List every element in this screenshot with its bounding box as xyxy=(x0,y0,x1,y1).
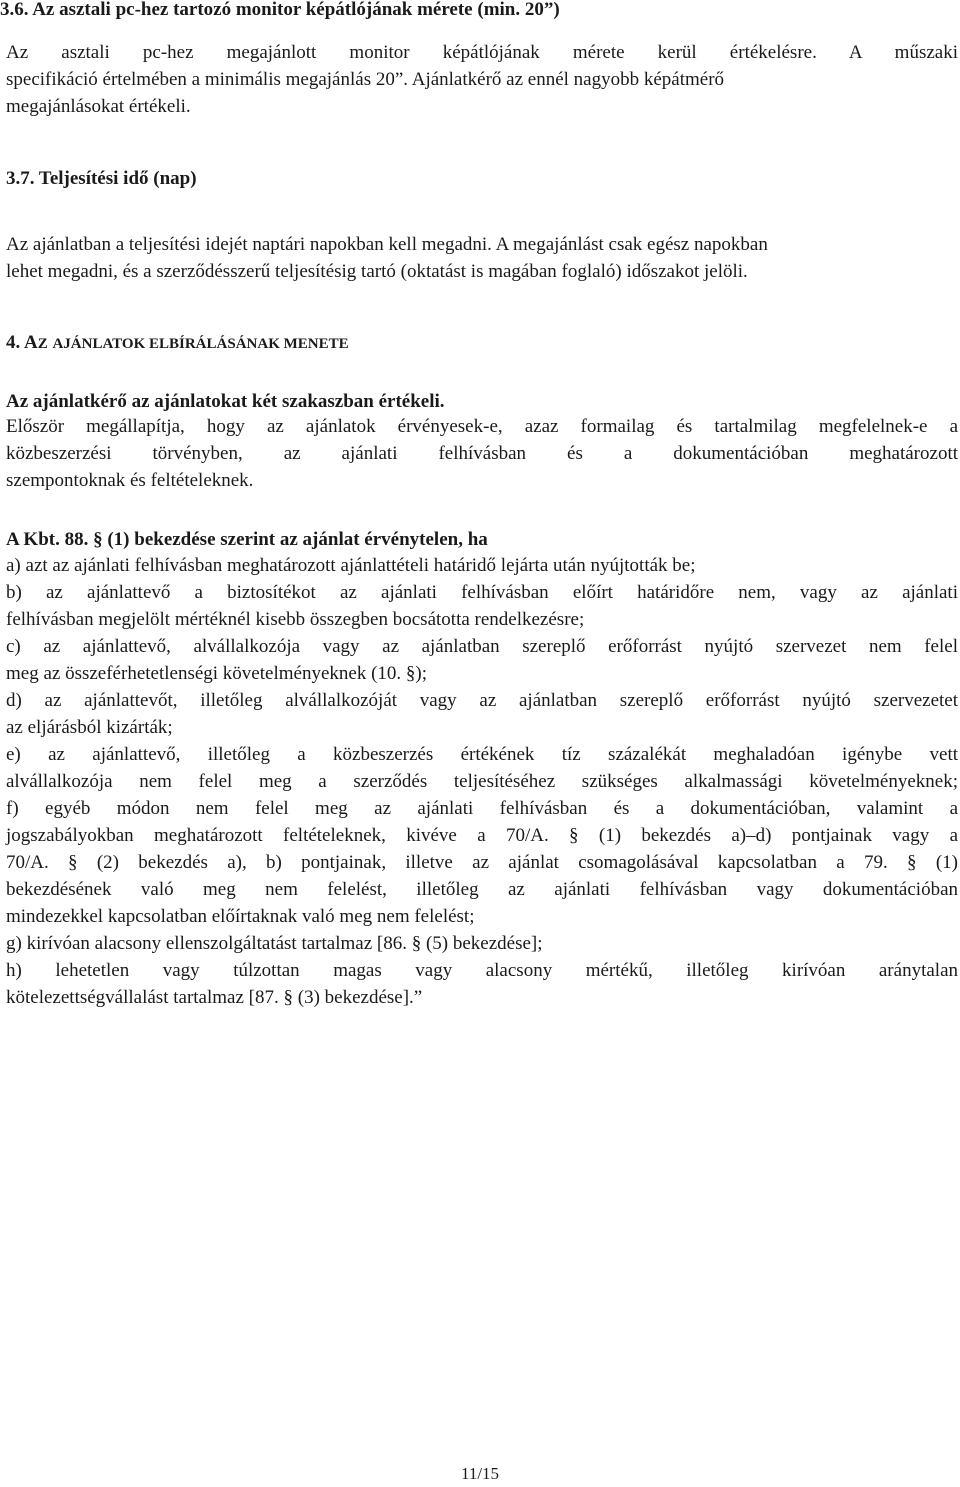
paragraph-line: Az asztali pc-hez megajánlott monitor képátlójának mérete kerül értékelésre. A műszaki xyxy=(6,42,958,63)
list-item-line: b) az ajánlattevő a biztosítékot az ajánlati felhívásban előírt határidőre nem, vagy az ajánlati xyxy=(6,582,958,603)
list-item-line: meg az összeférhetetlenségi követelményeknek (10. §); xyxy=(6,663,427,684)
list-item-line: h) lehetetlen vagy túlzottan magas vagy alacsony mértékű, illetőleg kirívóan aránytalan xyxy=(6,960,958,981)
list-item-line: e) az ajánlattevő, illetőleg a közbeszerzés értékének tíz százalékát meghaladóan igénybe vett xyxy=(6,744,958,765)
invalidity-list xyxy=(6,552,958,1011)
page-number: 11/15 xyxy=(460,1464,500,1483)
list-item-line: f) egyéb módon nem felel meg az ajánlati felhívásban és a dokumentációban, valamint a xyxy=(6,798,958,819)
list-item-line: felhívásban megjelölt mértéknél kisebb összegben bocsátotta rendelkezésre; xyxy=(6,609,585,630)
section-3-7-heading: 3.7. Teljesítési idő (nap) xyxy=(6,168,197,189)
list-item-line: jogszabályokban meghatározott feltételeknek, kivéve a 70/A. § (1) bekezdés a)–d) pontjainak vagy a xyxy=(6,825,958,846)
list-item-line: kötelezettségvállalást tartalmaz [87. § (3) bekezdése].” xyxy=(6,987,423,1008)
list-item-line: 70/A. § (2) bekezdés a), b) pontjainak, illetve az ajánlat csomagolásával kapcsolatban a 79. § (1) xyxy=(6,852,958,873)
section-3-7-body xyxy=(6,231,958,285)
paragraph-line: megajánlásokat értékeli. xyxy=(6,96,191,117)
paragraph-line: szempontoknak és feltételeknek. xyxy=(6,470,254,491)
paragraph-line: lehet megadni, és a szerződésszerű teljesítésig tartó (oktatást is magában foglaló) időszakot jelöli. xyxy=(6,261,748,282)
paragraph-line: közbeszerzési törvényben, az ajánlati felhívásban és a dokumentációban meghatározott xyxy=(6,443,958,464)
list-item-line: bekezdésének való meg nem felelést, illetőleg az ajánlati felhívásban vagy dokumentációban xyxy=(6,879,958,900)
list-item-line: d) az ajánlattevőt, illetőleg alvállalkozóját vagy az ajánlatban szereplő erőforrást nyújtó szervezetet xyxy=(6,690,958,711)
list-item-line: a) azt az ajánlati felhívásban meghatározott ajánlattételi határidő lejárta után nyújtották be; xyxy=(6,555,696,576)
section-4-heading: 4. AZ AJÁNLATOK ELBÍRÁLÁSÁNAK MENETE xyxy=(6,332,349,353)
kbt-heading: A Kbt. 88. § (1) bekezdése szerint az ajánlat érvénytelen, ha xyxy=(6,529,488,550)
section-4-intro xyxy=(6,413,958,494)
paragraph-line: Először megállapítja, hogy az ajánlatok érvényesek-e, azaz formailag és tartalmilag megfelelnek-e a xyxy=(6,416,958,437)
list-item-line: alvállalkozója nem felel meg a szerződés teljesítéséhez szükséges alkalmassági követelményeknek; xyxy=(6,771,958,792)
list-item-line: mindezekkel kapcsolatban előírtaknak való meg nem felelést; xyxy=(6,906,475,927)
list-item-line: g) kirívóan alacsony ellenszolgáltatást tartalmaz [86. § (5) bekezdése]; xyxy=(6,933,543,954)
paragraph-line: Az ajánlatban a teljesítési idejét naptári napokban kell megadni. A megajánlást csak egész napokban xyxy=(6,234,768,255)
paragraph-line: specifikáció értelmében a minimális megajánlás 20”. Ajánlatkérő az ennél nagyobb képátmérő xyxy=(6,69,725,90)
section-3-6-body xyxy=(6,39,958,120)
section-4-subheading: Az ajánlatkérő az ajánlatokat két szakaszban értékeli. xyxy=(6,391,445,412)
section-3-6-heading: 3.6. Az asztali pc-hez tartozó monitor képátlójának mérete (min. 20”) xyxy=(0,0,560,20)
list-item-line: c) az ajánlattevő, alvállalkozója vagy az ajánlatban szereplő erőforrást nyújtó szervezet nem felel xyxy=(6,636,958,657)
list-item-line: az eljárásból kizárták; xyxy=(6,717,173,738)
